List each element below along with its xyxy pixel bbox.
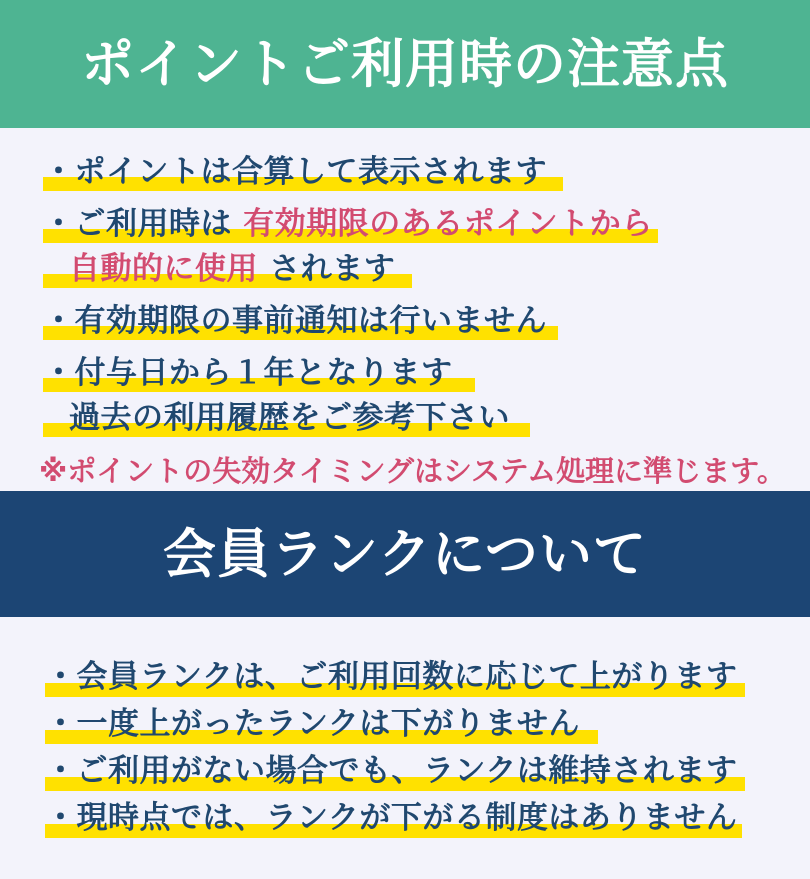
- bullet-text-navy: ・ご利用時は: [43, 206, 244, 242]
- bullet-text-pink: 自動的に使用: [69, 251, 258, 287]
- bullet-text: [43, 202, 780, 247]
- bullet-text-navy: されます: [258, 251, 396, 287]
- member-rank-section: [0, 617, 810, 842]
- bullet-text: ・一度上がったランクは下がりません: [45, 706, 580, 742]
- expiry-note-text: ※ポイントの失効タイミングはシステム処理に準じます。: [39, 454, 786, 488]
- bullet-text: ・ポイントは合算して表示されます: [43, 154, 547, 190]
- bullet-text: ・会員ランクは、ご利用回数に応じて上がります: [45, 659, 738, 695]
- member-rank-header-band: [0, 491, 810, 617]
- bullet-line: [45, 795, 780, 842]
- points-usage-title: ポイントご利用時の注意点: [81, 33, 729, 95]
- member-rank-title: 会員ランクについて: [163, 523, 647, 585]
- bullet-text: ・ご利用がない場合でも、ランクは維持されます: [45, 753, 738, 789]
- bullet-continuation-line: [43, 247, 780, 292]
- bullet-text: ・現時点では、ランクが下がる制度はありません: [45, 800, 738, 836]
- bullet-text: [43, 247, 780, 292]
- bullet-line: [43, 150, 780, 195]
- bullet-line: [45, 748, 780, 795]
- bullet-text: 過去の利用履歴をご参考下さい: [69, 400, 510, 436]
- bullet-line: [43, 351, 780, 396]
- bullet-text-pink: 有効期限のあるポイントから: [243, 206, 653, 242]
- points-usage-header-band: [0, 0, 810, 128]
- bullet-line: [43, 202, 780, 247]
- bullet-line: [45, 654, 780, 701]
- bullet-line: [45, 701, 780, 748]
- bullet-line: [43, 299, 780, 344]
- bullet-text: ・付与日から１年となります: [43, 355, 453, 391]
- bullet-continuation-line: [43, 396, 780, 441]
- points-usage-section: [0, 128, 810, 491]
- bullet-text: ・有効期限の事前通知は行いません: [43, 303, 547, 339]
